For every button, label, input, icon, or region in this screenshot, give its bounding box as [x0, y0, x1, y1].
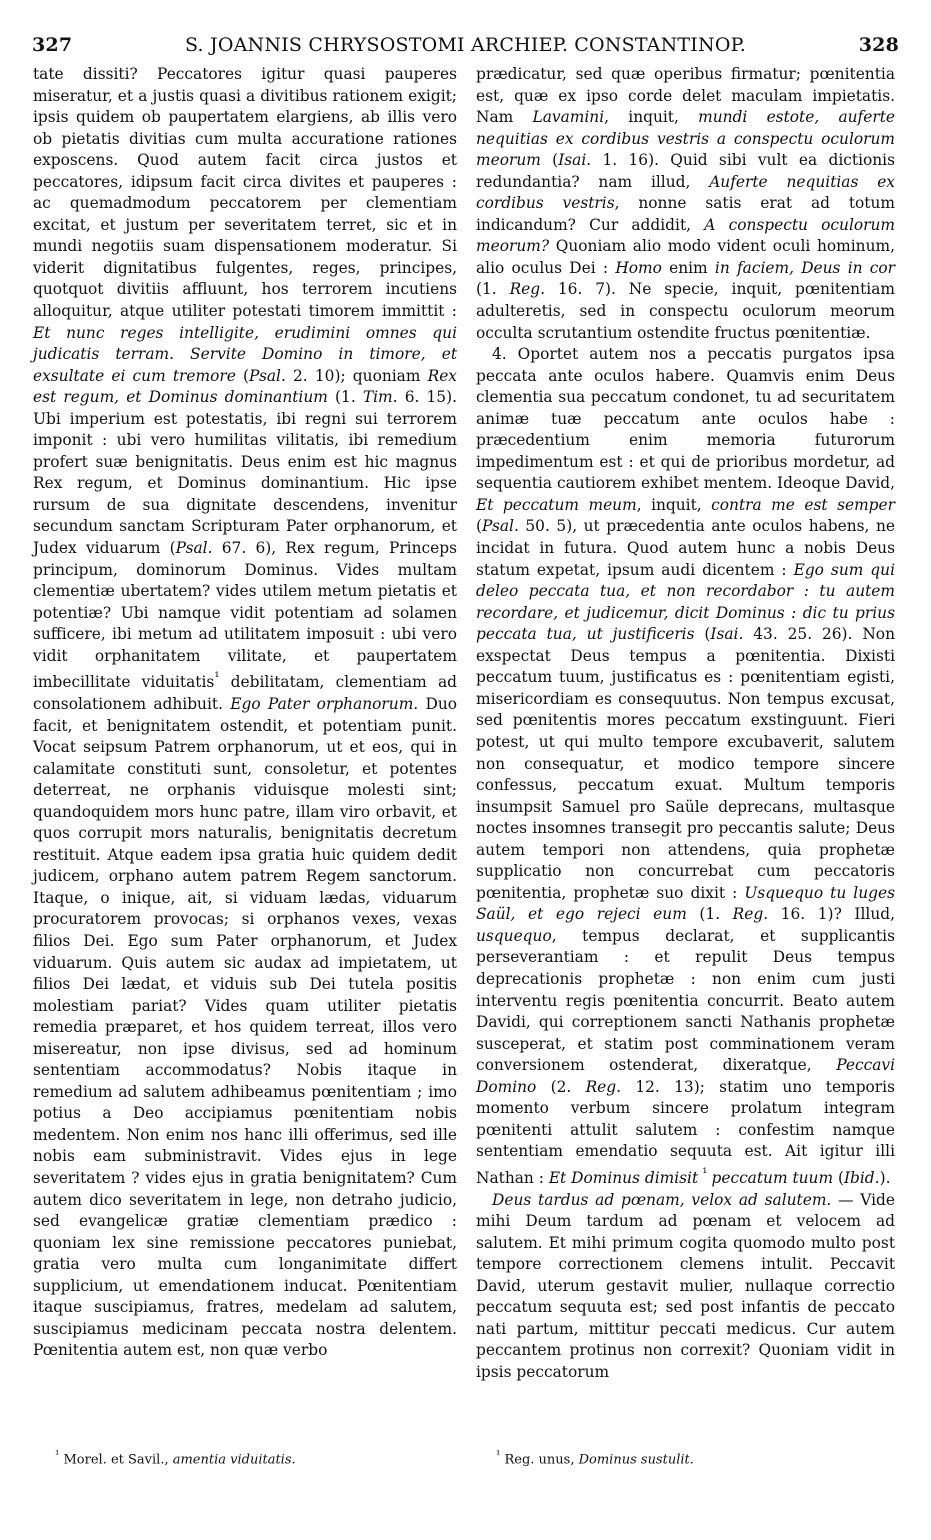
page-header [32, 34, 899, 60]
page-number-right: 328 [858, 34, 899, 56]
right-paragraph-2: 4. Oportet autem nos a peccatis purgatos ipsa peccata ante oculos habere. Quamvis enim Deus clementia sua peccatum condonet, tu ad securitatem animæ tuæ peccatum ante oculos habe : præcedentium enim memoria futurorum impedimentum est : et qui de prioribus mordetur, ad sequentia cautiorem exhibet mentem. Ideoque David, Et peccatum meum, inquit, contra me est semper (Psal. 50. 5), ut præcedentia ante oculos habens, ne incidat in futura. Quod autem hunc a nobis Deus statum expetat, ipsum audi dicentem : Ego sum qui deleo peccata tua, et non recordabor : tu autem recordare, et judicemur, dicit Dominus : dic tu prius peccata tua, ut justificeris (Isai. 43. 25. 26). Non exspectat Deus tempus a pœnitentia. Dixisti peccatum tuum, justificatus es : pœnitentiam egisti, misericordiam es consequutus. Non tempus excusat, sed pœnitentis mores peccatum exstinguunt. Fieri potest, ut qui multo tempore excubaverit, salutem non consequatur, et modico tempore sincere confessus, peccatum exuat. Multum temporis insumpsit Samuel pro Saüle deprecans, multasque noctes insomnes transegit pro peccantis salute; Deus autem tempori non attendens, quia prophetæ supplicatio non concurrebat cum peccatoris pœnitentia, prophetæ suo dixit : Usquequo tu luges Saül, et ego rejeci eum (1. Reg. 16. 1)? Illud, usquequo, tempus declarat, et supplicantis perseverantiam : et repulit Deus tempus deprecationis prophetæ : non enim cum justi interventu regis pœnitentia concurrit. Beato autem Davidi, qui correptionem sancti Nathanis prophetæ susceperat, et statim post comminationem veram conversionem ostenderat, dixeratque, Peccavi Domino (2. Reg. 12. 13); statim uno temporis momento verbum sincere prolatum integram pœnitenti attulit salutem : confestim namque sententiam emendatio sequuta est. Ait igitur illi Nathan : Et Dominus dimisit $^{^1}$ peccatum tuum (Ibid.). [476, 345, 895, 1188]
page-number-left: 327 [32, 34, 73, 56]
right-paragraph-3: Deus tardus ad pœnam, velox ad salutem. — Vide mihi Deum tardum ad pœnam et velocem ad salutem. Et mihi primum cogita quomodo multo post tempore correctionem clemens intulit. Peccavit David, uterum gestavit mulier, nullaque correctio peccatum sequuta est; sed post infantis de peccato nati partum, mittitur peccati medicus. Cur autem peccantem protinus non correxit? Quoniam vidit in ipsis peccatorum [476, 1190, 895, 1381]
footnote-left: $^{^1}$ Morel. et Savil., amentia viduitatis. [55, 1448, 296, 1468]
right-column [476, 64, 895, 1383]
left-paragraph-1: tate dissiti? Peccatores igitur quasi pauperes miseratur, et a justis quasi a divitibus rationem exigit; ipsis quidem ob paupertatem elargiens, ab illis vero ob pietatis divitias cum multa accuratione rationes exposcens. Quod autem facit circa justos et peccatores, idipsum facit circa divites et pauperes : ac quemadmodum peccatorem per clementiam excitat, et justum per severitatem terret, sic et in mundi negotiis suam dispensationem moderatur. Si viderit dignitatibus fulgentes, reges, principes, quotquot divitiis affluunt, hos terrorem incutiens alloquitur, atque utiliter potestati timorem immittit : Et nunc reges intelligite, erudimini omnes qui judicatis terram. Servite Domino in timore, et exsultate ei cum tremore (Psal. 2. 10); quoniam Rex est regum, et Dominus dominantium (1. Tim. 6. 15). Ubi imperium est potestatis, ibi regni sui terrorem imponit : ubi vero humilitas vilitatis, ibi remedium profert suæ benignitatis. Deus enim est hic magnus Rex regum, et Dominus dominantium. Hic ipse rursum de sua dignitate descendens, invenitur secundum sanctam Scripturam Pater orphanorum, et Judex viduarum (Psal. 67. 6), Rex regum, Princeps principum, dominorum Dominus. Vides multam clementiæ ubertatem? vides utilem metum pietatis et potentiæ? Ubi namque vidit potentiam ad solamen sufficere, ibi metum ad utilitatem imposuit : ubi vero vidit orphanitatem vilitate, et paupertatem imbecillitate viduitatis$^{^1}$ debilitatam, clementiam ad consolationem adhibuit. Ego Pater orphanorum. Duo facit, et benignitatem ostendit, et potentiam punit. Vocat seipsum Patrem orphanorum, ut et eos, qui in calamitate constituti sunt, consoletur, et potentes deterreat, ne orphanis viduisque molesti sint; quandoquidem mors hunc patre, illam viro orbavit, et quos corrupit mors naturalis, benignitatis decretum restituit. Atque eadem ipsa gratia huic quidem dedit judicem, orphano autem patrem Regem sanctorum. Itaque, o inique, ait, si viduam lædas, viduarum procuratorem provocas; si orphanos vexes, vexas filios Dei. Ego sum Pater orphanorum, et Judex viduarum. Quis autem sic audax ad impietatem, ut filios Dei lædat, et viduis sub Dei tutela positis molestiam pariat? Vides quam utiliter pietatis remedia præparet, et hos quidem terreat, illos vero misereatur, non ipse divisus, sed ad hominum sententiam accommodatus? Nobis itaque in remedium ad salutem adhibeamus pœnitentiam ; imo potius a Deo accipiamus pœnitentiam nobis medentem. Non enim nos hanc illi offerimus, sed ille nobis eam subministravit. Vides ejus in lege severitatem ? vides ejus in gratia benignitatem? Cum autem dico severitatem in lege, non detraho judicio, sed evangelicæ gratiæ clementiam prædico : quoniam lex sine remissione peccatores puniebat, gratia vero multa cum longanimitate differt supplicium, ut emendationem inducat. Pœnitentiam itaque suscipiamus, fratres, medelam ad salutem, suscipiamus medicinam peccata nostra delentem. Pœnitentia autem est, non quæ verbo [33, 65, 457, 1360]
footnote-marker: ¹ [698, 1165, 712, 1181]
left-column [33, 64, 457, 1362]
footnote-right: $^{^1}$ Reg. unus, Dominus sustulit. [496, 1448, 694, 1468]
running-head: S. JOANNIS CHRYSOSTOMI ARCHIEP. CONSTANTINOP. [185, 34, 746, 56]
footnote-marker: ¹ [214, 670, 220, 686]
right-paragraph-1: prædicatur, sed quæ operibus firmatur; pœnitentia est, quæ ex ipso corde delet maculam impietatis. Nam Lavamini, inquit, mundi estote, auferte nequitias ex cordibus vestris a conspectu oculorum meorum (Isai. 1. 16). Quid sibi vult ea dictionis redundantia? nam illud, Auferte nequitias ex cordibus vestris, nonne satis erat ad totum indicandum? Cur addidit, A conspectu oculorum meorum? Quoniam alio modo vident oculi hominum, alio oculus Dei : Homo enim in faciem, Deus in cor (1. Reg. 16. 7). Ne specie, inquit, pœnitentiam adulteretis, sed in conspectu oculorum meorum occulta scrutantium ostendite fructus pœnitentiæ. [476, 65, 896, 342]
